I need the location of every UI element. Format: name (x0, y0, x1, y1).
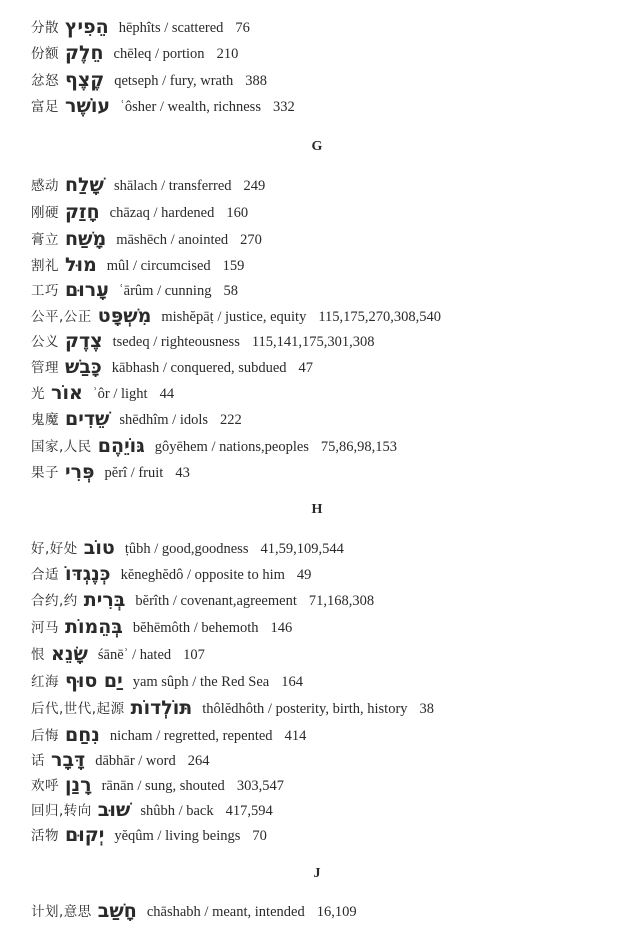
entry-transliteration: thôlĕdhôth / posterity, birth, history (202, 701, 408, 717)
entry-hebrew: יַם סוּף (65, 670, 123, 692)
entry-hebrew: שָׁלַח (65, 174, 104, 196)
entry-pages: 222 (220, 412, 242, 428)
entry-transliteration: śānēʾ / hated (97, 647, 172, 663)
entry-transliteration: pĕrî / fruit (104, 465, 164, 481)
entry-pages: 159 (222, 258, 245, 274)
entry-hebrew: יְקוּם (65, 824, 105, 846)
entry-transliteration: hēphîts / scattered (118, 20, 224, 36)
entry-transliteration: gôyēhem / nations,peoples (154, 439, 309, 455)
entry-hebrew: כְּנֶגְדּוֹ (65, 563, 111, 585)
entry-pages: 107 (183, 647, 205, 663)
entry-transliteration: bĕrîth / covenant,agreement (135, 593, 297, 609)
entry-hebrew: פְּרִי (65, 461, 95, 483)
entry-hebrew: אוֹר (51, 382, 83, 404)
index-entry (31, 901, 357, 921)
entry-chinese: 公平,公正 (31, 309, 92, 325)
entry-chinese: 分散 (31, 20, 59, 36)
entry-hebrew: עוֹשֶׁר (65, 95, 111, 117)
entry-hebrew: חָזַק (65, 201, 100, 223)
entry-transliteration: mûl / circumcised (106, 258, 211, 274)
index-entry (31, 306, 441, 326)
index-entry (31, 70, 267, 90)
section-letter-j: J (313, 866, 321, 881)
index-entry (31, 436, 397, 456)
index-entry (31, 280, 238, 300)
entry-chinese: 计划,意思 (31, 904, 92, 920)
index-entry (31, 383, 174, 403)
entry-hebrew: גּוֹיֵהֶם (97, 435, 145, 457)
index-entry (31, 409, 242, 429)
index-entry (31, 175, 265, 195)
index-entry (31, 17, 250, 37)
entry-transliteration: bĕhēmôth / behemoth (132, 620, 259, 636)
entry-pages: 303,547 (236, 778, 284, 794)
entry-chinese: 后代,世代,起源 (31, 701, 125, 717)
entry-pages: 43 (175, 465, 190, 481)
entry-hebrew: כָּבַשׁ (65, 356, 102, 378)
entry-pages: 249 (243, 178, 266, 194)
index-entry (31, 750, 209, 770)
index-entry (31, 462, 190, 482)
entry-transliteration: ʿārûm / cunning (118, 283, 212, 299)
index-entry (31, 644, 205, 664)
entry-chinese: 红海 (31, 674, 59, 690)
index-entry (31, 775, 284, 795)
entry-pages: 58 (223, 283, 238, 299)
entry-chinese: 忿怒 (31, 73, 59, 89)
entry-hebrew: תּוֹלְדוֹת (130, 697, 193, 719)
entry-chinese: 鬼魔 (31, 412, 59, 428)
entry-pages: 388 (245, 73, 268, 89)
index-entry (31, 357, 313, 377)
entry-pages: 49 (296, 567, 312, 583)
entry-chinese: 富足 (31, 99, 59, 115)
index-entry (31, 825, 267, 845)
entry-chinese: 果子 (31, 465, 59, 481)
index-entry (31, 538, 344, 558)
entry-hebrew: טוֹב (83, 537, 115, 559)
index-entry (31, 800, 273, 820)
entry-transliteration: yĕqûm / living beings (114, 828, 241, 844)
entry-chinese: 合约,约 (31, 593, 78, 609)
entry-transliteration: shûbh / back (140, 803, 214, 819)
entry-transliteration: ʾôr / light (92, 386, 148, 402)
entry-chinese: 割礼 (31, 258, 59, 274)
entry-pages: 70 (252, 828, 267, 844)
entry-pages: 332 (272, 99, 295, 115)
entry-transliteration: shēdhîm / idols (119, 412, 209, 428)
index-entry (31, 255, 244, 275)
entry-chinese: 管理 (31, 360, 59, 376)
entry-hebrew: חֵלֶק (65, 42, 104, 64)
entry-chinese: 欢呼 (31, 778, 59, 794)
index-entry (31, 202, 248, 222)
entry-pages: 115,175,270,308,540 (318, 309, 442, 325)
entry-chinese: 国家,人民 (31, 439, 92, 455)
entry-transliteration: mishĕpāṭ / justice, equity (161, 309, 307, 325)
entry-hebrew: שֵׁדִים (65, 408, 110, 430)
entry-transliteration: chāshabh / meant, intended (146, 904, 305, 920)
entry-chinese: 好,好处 (31, 541, 78, 557)
index-entry (31, 671, 303, 691)
index-entry (31, 698, 434, 718)
entry-chinese: 公义 (31, 334, 59, 350)
entry-hebrew: חָשַׁב (97, 900, 137, 922)
entry-hebrew: רָנַן (65, 774, 92, 796)
entry-chinese: 话 (31, 753, 45, 769)
entry-transliteration: shālach / transferred (113, 178, 232, 194)
entry-transliteration: qetseph / fury, wrath (114, 73, 234, 89)
entry-pages: 270 (240, 232, 262, 248)
entry-hebrew: צֶדֶק (65, 330, 103, 352)
entry-chinese: 感动 (31, 178, 59, 194)
entry-hebrew: שׁוּב (97, 799, 131, 821)
entry-chinese: 合适 (31, 567, 59, 583)
entry-pages: 71,168,308 (308, 593, 375, 609)
entry-transliteration: ʿôsher / wealth, richness (120, 99, 261, 115)
entry-hebrew: הֵפִיץ (65, 16, 109, 38)
entry-transliteration: rānān / sung, shouted (101, 778, 225, 794)
entry-pages: 417,594 (225, 803, 273, 819)
entry-hebrew: דָּבָר (51, 749, 86, 771)
entry-pages: 41,59,109,544 (260, 541, 344, 557)
entry-pages: 146 (270, 620, 293, 636)
entry-hebrew: בְּרִית (83, 589, 126, 611)
index-entry (31, 96, 295, 116)
entry-pages: 210 (216, 46, 239, 62)
entry-chinese: 后悔 (31, 728, 59, 744)
entry-hebrew: עָרוּם (65, 279, 109, 301)
entry-pages: 75,86,98,153 (320, 439, 398, 455)
entry-hebrew: מוּל (65, 254, 97, 276)
entry-pages: 115,141,175,301,308 (251, 334, 375, 350)
index-entry (31, 725, 306, 745)
section-letter-g: G (311, 139, 323, 154)
index-entry (31, 43, 238, 63)
entry-hebrew: מָשַׁח (65, 228, 107, 250)
entry-chinese: 活物 (31, 828, 59, 844)
entry-transliteration: kābhash / conquered, subdued (111, 360, 287, 376)
index-entry (31, 564, 311, 584)
entry-pages: 264 (187, 753, 210, 769)
entry-hebrew: שָׂנֵא (51, 643, 88, 665)
index-entry (31, 590, 374, 610)
entry-chinese: 工巧 (31, 283, 59, 299)
entry-pages: 76 (235, 20, 250, 36)
entry-hebrew: בְּהֵמוֹת (65, 616, 123, 638)
entry-chinese: 河马 (31, 620, 59, 636)
index-entry (31, 617, 292, 637)
section-letter-h: H (311, 502, 323, 517)
index-entry (31, 229, 262, 249)
entry-pages: 160 (226, 205, 249, 221)
entry-transliteration: yam sûph / the Red Sea (132, 674, 270, 690)
entry-pages: 47 (298, 360, 314, 376)
entry-transliteration: chēleq / portion (113, 46, 205, 62)
entry-chinese: 膏立 (31, 232, 59, 248)
entry-transliteration: kĕneghĕdô / opposite to him (120, 567, 285, 583)
entry-transliteration: nicham / regretted, repented (109, 728, 273, 744)
entry-pages: 44 (159, 386, 175, 402)
index-entry (31, 331, 375, 351)
entry-transliteration: dābhār / word (95, 753, 176, 769)
entry-pages: 38 (419, 701, 435, 717)
entry-transliteration: tsedeq / righteousness (112, 334, 240, 350)
entry-transliteration: chāzaq / hardened (109, 205, 215, 221)
entry-hebrew: קֶצֶף (65, 69, 105, 91)
entry-chinese: 刚硬 (31, 205, 59, 221)
entry-chinese: 恨 (31, 647, 45, 663)
entry-transliteration: ṭûbh / good,goodness (124, 541, 249, 557)
entry-pages: 164 (281, 674, 303, 690)
entry-hebrew: נִחַם (65, 724, 100, 746)
entry-hebrew: מִשְׁפָּט (97, 305, 152, 327)
entry-chinese: 份额 (31, 46, 59, 62)
entry-chinese: 光 (31, 386, 45, 402)
entry-pages: 414 (284, 728, 307, 744)
entry-pages: 16,109 (316, 904, 357, 920)
entry-transliteration: māshēch / anointed (116, 232, 229, 248)
entry-chinese: 回归,转向 (31, 803, 92, 819)
